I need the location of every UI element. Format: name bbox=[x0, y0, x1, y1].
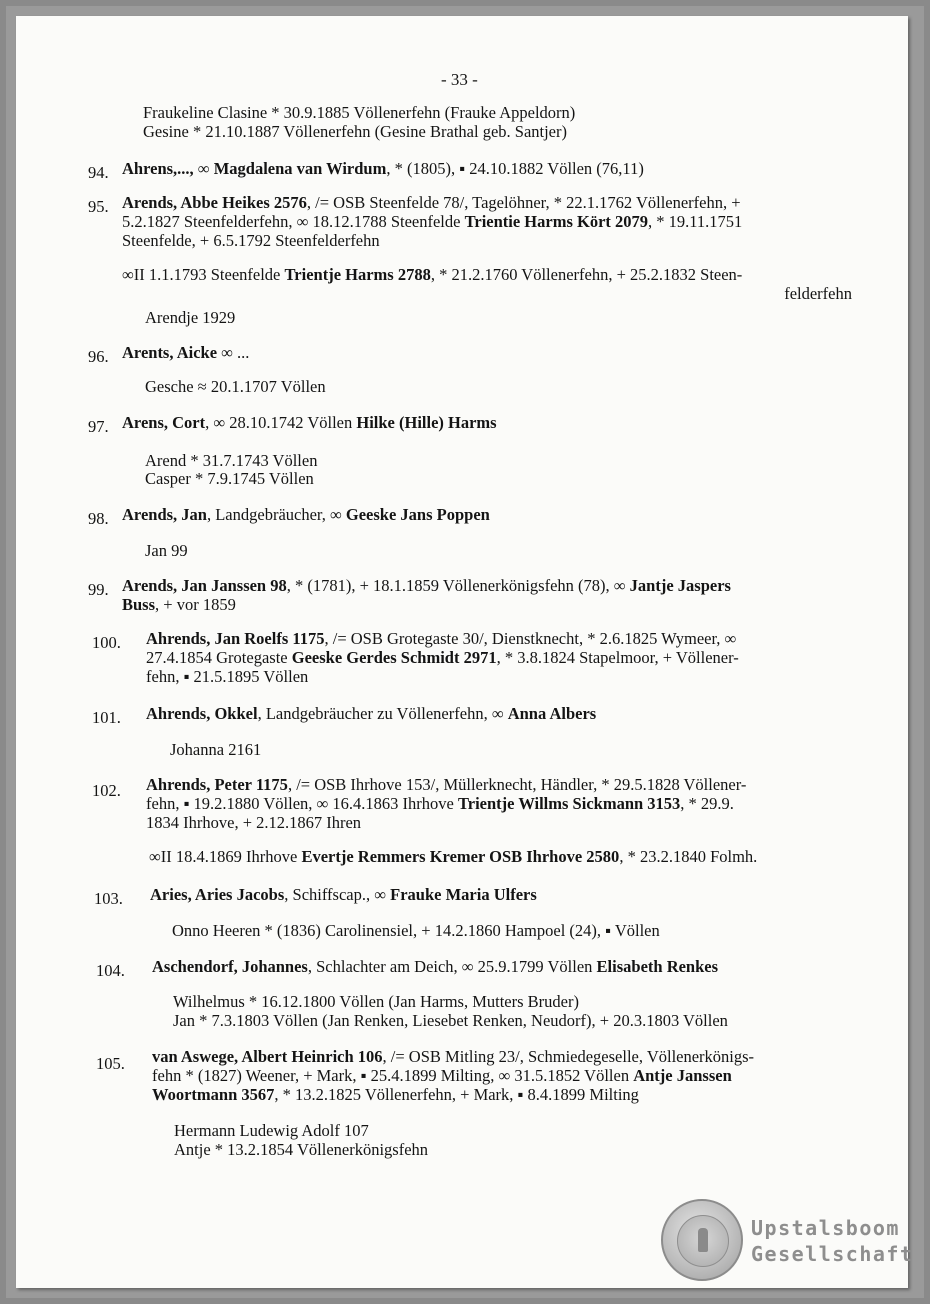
child-line: Fraukeline Clasine * 30.9.1885 Völlenerfehn (Frauke Appeldorn) bbox=[143, 103, 576, 122]
child-line: Wilhelmus * 16.12.1800 Völlen (Jan Harms, Mutters Bruder) bbox=[173, 992, 579, 1011]
page-number: - 33 - bbox=[441, 70, 478, 89]
entry-line: ∞II 18.4.1869 Ihrhove Evertje Remmers Kremer OSB Ihrhove 2580, * 23.2.1840 Folmh. bbox=[149, 847, 758, 866]
entry-number: 95. bbox=[88, 197, 109, 216]
entry-number: 99. bbox=[88, 580, 109, 599]
entry-line: Arends, Jan Janssen 98, * (1781), + 18.1.1859 Völlenerkönigsfehn (78), ∞ Jantje Jaspers bbox=[122, 576, 731, 595]
seal-figure bbox=[698, 1228, 708, 1252]
entry-line: fehn * (1827) Weener, + Mark, ▪ 25.4.1899 Milting, ∞ 31.5.1852 Völlen Antje Janssen bbox=[152, 1066, 732, 1085]
child-line: Casper * 7.9.1745 Völlen bbox=[145, 469, 314, 488]
entry-number: 103. bbox=[94, 889, 123, 908]
entry-number: 94. bbox=[88, 163, 109, 182]
entry-line: fehn, ▪ 19.2.1880 Völlen, ∞ 16.4.1863 Ihrhove Trientje Willms Sickmann 3153, * 29.9. bbox=[146, 794, 734, 813]
entry-line: Steenfelde, + 6.5.1792 Steenfelderfehn bbox=[122, 231, 380, 250]
logo-line-1: Upstalsboom bbox=[751, 1216, 900, 1240]
entry-line: Ahrends, Jan Roelfs 1175, /= OSB Grotegaste 30/, Dienstknecht, * 2.6.1825 Wymeer, ∞ bbox=[146, 629, 737, 648]
child-line: Gesche ≈ 20.1.1707 Völlen bbox=[145, 377, 326, 396]
entry-line: 5.2.1827 Steenfelderfehn, ∞ 18.12.1788 Steenfelde Trientie Harms Kört 2079, * 19.11.1751 bbox=[122, 212, 743, 231]
entry-number: 101. bbox=[92, 708, 121, 727]
child-line: Arend * 31.7.1743 Völlen bbox=[145, 451, 318, 470]
logo-line-2: Gesellschaft bbox=[751, 1242, 914, 1266]
entry-number: 104. bbox=[96, 961, 125, 980]
child-line: Antje * 13.2.1854 Völlenerkönigsfehn bbox=[174, 1140, 429, 1159]
entry-number: 102. bbox=[92, 781, 121, 800]
entry-line: Arens, Cort, ∞ 28.10.1742 Völlen Hilke (Hille) Harms bbox=[122, 413, 497, 432]
seal-center bbox=[677, 1215, 729, 1267]
child-line: Arendje 1929 bbox=[145, 308, 236, 327]
entry-line: Ahrends, Peter 1175, /= OSB Ihrhove 153/, Müllerknecht, Händler, * 29.5.1828 Völlener- bbox=[146, 775, 747, 794]
entry-line: 1834 Ihrhove, + 2.12.1867 Ihren bbox=[146, 813, 362, 832]
entry-line: Arents, Aicke ∞ ... bbox=[122, 343, 250, 362]
entry-line: Arends, Jan, Landgebräucher, ∞ Geeske Jans Poppen bbox=[122, 505, 490, 524]
child-line: Gesine * 21.10.1887 Völlenerfehn (Gesine Brathal geb. Santjer) bbox=[143, 122, 567, 141]
entry-line: Ahrens,..., ∞ Magdalena van Wirdum, * (1805), ▪ 24.10.1882 Völlen (76,11) bbox=[122, 159, 644, 178]
child-line: Hermann Ludewig Adolf 107 bbox=[174, 1121, 369, 1140]
child-line: Jan * 7.3.1803 Völlen (Jan Renken, Liesebet Renken, Neudorf), + 20.3.1803 Völlen bbox=[173, 1011, 728, 1030]
entry-number: 100. bbox=[92, 633, 121, 652]
entry-number: 98. bbox=[88, 509, 109, 528]
entry-line: Aschendorf, Johannes, Schlachter am Deich, ∞ 25.9.1799 Völlen Elisabeth Renkes bbox=[152, 957, 719, 976]
entry-line: Arends, Abbe Heikes 2576, /= OSB Steenfelde 78/, Tagelöhner, * 22.1.1762 Völlenerfehn, + bbox=[122, 193, 741, 212]
entry-line: 27.4.1854 Grotegaste Geeske Gerdes Schmidt 2971, * 3.8.1824 Stapelmoor, + Völlener- bbox=[146, 648, 739, 667]
entry-line: Woortmann 3567, * 13.2.1825 Völlenerfehn, + Mark, ▪ 8.4.1899 Milting bbox=[152, 1085, 639, 1104]
upstalsboom-seal-icon bbox=[661, 1199, 743, 1281]
child-line: Jan 99 bbox=[145, 541, 188, 560]
entry-number: 97. bbox=[88, 417, 109, 436]
entry-line: ∞II 1.1.1793 Steenfelde Trientje Harms 2788, * 21.2.1760 Völlenerfehn, + 25.2.1832 Steen- bbox=[122, 265, 743, 284]
entry-line: Buss, + vor 1859 bbox=[122, 595, 236, 614]
child-line: Onno Heeren * (1836) Carolinensiel, + 14.2.1860 Hampoel (24), ▪ Völlen bbox=[172, 921, 660, 940]
entry-line: van Aswege, Albert Heinrich 106, /= OSB Mitling 23/, Schmiedegeselle, Völlenerkönigs- bbox=[152, 1047, 755, 1066]
entry-line: felderfehn bbox=[784, 284, 852, 303]
entry-number: 96. bbox=[88, 347, 109, 366]
child-line: Johanna 2161 bbox=[170, 740, 262, 759]
entry-number: 105. bbox=[96, 1054, 125, 1073]
entry-line: Aries, Aries Jacobs, Schiffscap., ∞ Frauke Maria Ulfers bbox=[150, 885, 537, 904]
entry-line: fehn, ▪ 21.5.1895 Völlen bbox=[146, 667, 309, 686]
entry-line: Ahrends, Okkel, Landgebräucher zu Völlenerfehn, ∞ Anna Albers bbox=[146, 704, 597, 723]
